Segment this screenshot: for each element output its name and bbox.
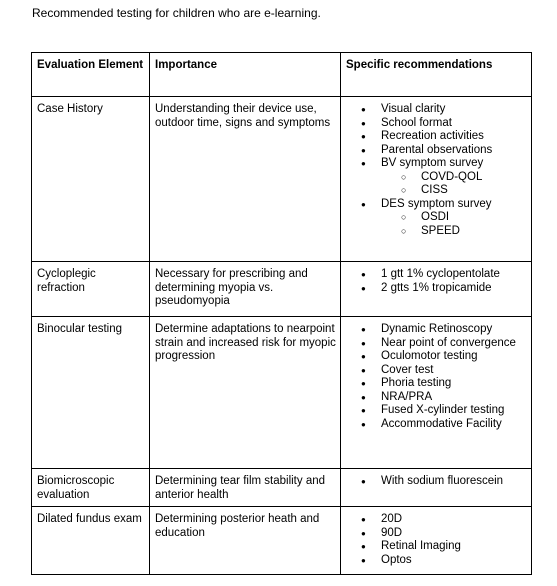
recommendation-list [346,475,527,489]
recommendation-item: ● Near point of convergence [361,337,527,351]
table-caption: Recommended testing for children who are e-learning. [32,6,321,20]
recommendation-item: ● Cover test [361,364,527,378]
recommendation-list [346,323,527,431]
recommendation-item: ● Recreation activities [361,130,527,144]
recommendation-item: ● Fused X-cylinder testing [361,404,527,418]
recommendation-item: ● School format [361,117,527,131]
cell-element: Biomicroscopic evaluation [32,469,150,507]
recommendation-item: ● Optos [361,554,527,568]
cell-recommendations [341,97,532,262]
sub-recommendation-item: ○ COVD-QOL [401,171,527,185]
header-specific-recommendations: Specific recommendations [341,53,532,97]
recommendation-list [346,103,527,238]
recommendation-item: ● 1 gtt 1% cyclopentolate [361,268,527,282]
recommendation-item: ● NRA/PRA [361,391,527,405]
sub-recommendation-list [381,211,527,238]
recommendation-item: ● Visual clarity [361,103,527,117]
recommendation-item [361,157,527,198]
cell-importance: Understanding their device use, outdoor time, signs and symptoms [150,97,341,262]
cell-recommendations [341,469,532,507]
table-row-cycloplegic-refraction [32,262,532,317]
recommendation-list [346,513,527,567]
table-row-dilated-fundus-exam [32,507,532,575]
cell-element: Case History [32,97,150,262]
cell-importance: Determining tear film stability and anterior health [150,469,341,507]
table-header-row [32,53,532,97]
recommendation-item-label: BV symptom survey [381,157,484,169]
recommendation-item: ● 2 gtts 1% tropicamide [361,282,527,296]
recommendation-item: ● 20D [361,513,527,527]
recommendation-item: ● Retinal Imaging [361,540,527,554]
recommendation-item: ● Dynamic Retinoscopy [361,323,527,337]
sub-recommendation-item: ○ CISS [401,184,527,198]
recommendation-item: ● Accommodative Facility [361,418,527,432]
recommendation-list [346,268,527,295]
cell-recommendations [341,507,532,575]
cell-element: Cycloplegic refraction [32,262,150,317]
recommendation-item [361,198,527,239]
cell-importance: Determine adaptations to nearpoint strain and increased risk for myopic progression [150,317,341,469]
cell-recommendations [341,262,532,317]
header-evaluation-element: Evaluation Element [32,53,150,97]
recommendation-item: ● With sodium fluorescein [361,475,527,489]
table-row-case-history [32,97,532,262]
sub-recommendation-item: ○ OSDI [401,211,527,225]
recommendation-item: ● Phoria testing [361,377,527,391]
cell-element: Binocular testing [32,317,150,469]
sub-recommendation-item: ○ SPEED [401,225,527,239]
cell-importance: Necessary for prescribing and determining myopia vs. pseudomyopia [150,262,341,317]
recommendation-item: ● 90D [361,527,527,541]
recommendations-table [31,52,532,575]
sub-recommendation-list [381,171,527,198]
cell-importance: Determining posterior heath and education [150,507,341,575]
recommendation-item: ● Oculomotor testing [361,350,527,364]
header-importance: Importance [150,53,341,97]
table-row-biomicroscopic-evaluation [32,469,532,507]
table-row-binocular-testing [32,317,532,469]
recommendation-item: ● Parental observations [361,144,527,158]
recommendation-item-label: DES symptom survey [381,197,492,210]
cell-recommendations [341,317,532,469]
cell-element: Dilated fundus exam [32,507,150,575]
